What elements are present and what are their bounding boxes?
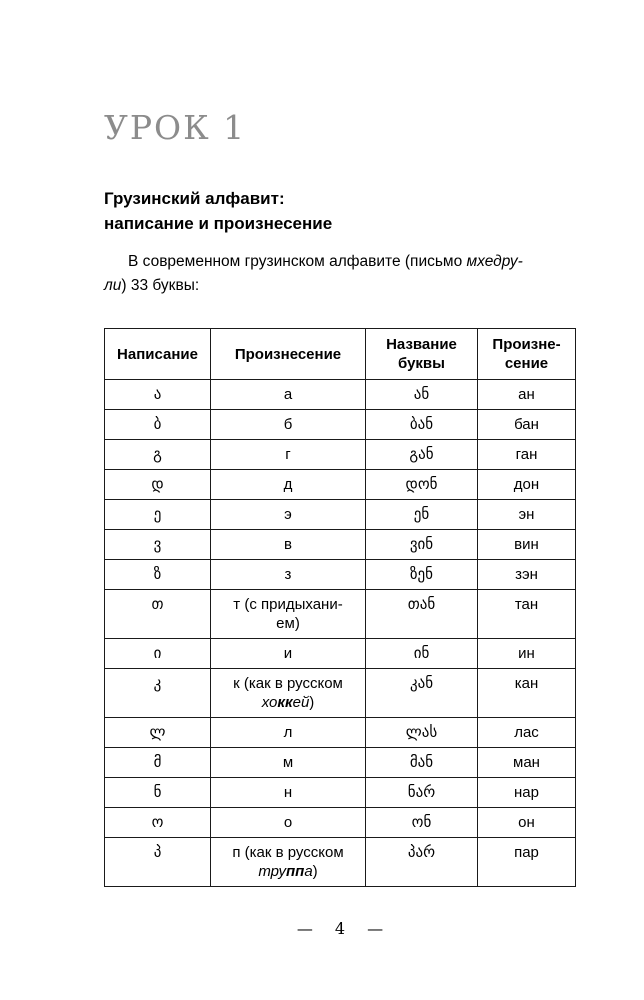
- section-heading-line2: написание и произнесение: [104, 214, 333, 234]
- glyph-cell: ვ: [105, 530, 211, 560]
- transcription-cell: бан: [478, 410, 576, 440]
- header-transcription: [478, 329, 576, 380]
- letter-name-cell: პარ: [366, 838, 478, 887]
- table-row: [105, 410, 576, 440]
- glyph-cell: მ: [105, 748, 211, 778]
- pron-example-word-end: ей: [292, 694, 310, 712]
- intro-text: В современном грузинском алфавите (письмо: [128, 253, 467, 271]
- transcription-cell: ман: [478, 748, 576, 778]
- glyph-cell: ო: [105, 808, 211, 838]
- transcription-cell: пар: [478, 838, 576, 887]
- intro-paragraph: [104, 250, 576, 298]
- glyph-cell: ზ: [105, 560, 211, 590]
- header-letter-name: [366, 329, 478, 380]
- pron-example-word: хо: [261, 694, 278, 712]
- pronunciation-cell: [211, 838, 366, 887]
- pron-example-word-end: а: [304, 863, 313, 881]
- table-row: [105, 748, 576, 778]
- table-row: [105, 639, 576, 669]
- table-row: [105, 530, 576, 560]
- letter-name-cell: დონ: [366, 470, 478, 500]
- pron-example-word: тру: [258, 863, 286, 881]
- glyph-cell: ნ: [105, 778, 211, 808]
- letter-name-cell: ნარ: [366, 778, 478, 808]
- table-row: [105, 470, 576, 500]
- pronunciation-cell: а: [211, 380, 366, 410]
- pronunciation-cell: о: [211, 808, 366, 838]
- letter-name-cell: კან: [366, 669, 478, 718]
- lesson-title: УРОК 1: [104, 108, 247, 147]
- letter-name-cell: ენ: [366, 500, 478, 530]
- header-writing: Написание: [105, 329, 211, 380]
- glyph-cell: დ: [105, 470, 211, 500]
- footer-dash-left: —: [296, 919, 313, 939]
- section-heading-line1: Грузинский алфавит:: [104, 189, 285, 209]
- transcription-cell: он: [478, 808, 576, 838]
- transcription-cell: вин: [478, 530, 576, 560]
- letter-name-cell: ან: [366, 380, 478, 410]
- pron-line: т (с придыхани-: [233, 596, 343, 614]
- glyph-cell: ე: [105, 500, 211, 530]
- page-footer: [104, 919, 576, 938]
- pron-close-paren: ): [309, 694, 315, 712]
- intro-italic-term: мхедру-: [466, 253, 523, 271]
- letter-name-cell: გან: [366, 440, 478, 470]
- table-row: [105, 500, 576, 530]
- letter-name-cell: ვინ: [366, 530, 478, 560]
- letter-name-cell: ონ: [366, 808, 478, 838]
- table-row: [105, 808, 576, 838]
- glyph-cell: კ: [105, 669, 211, 718]
- transcription-cell: лас: [478, 718, 576, 748]
- section-heading: [104, 186, 576, 236]
- pron-line: п (как в русском: [232, 844, 344, 862]
- pronunciation-cell: и: [211, 639, 366, 669]
- pronunciation-cell: э: [211, 500, 366, 530]
- header-row: [105, 329, 576, 380]
- transcription-cell: нар: [478, 778, 576, 808]
- pron-example-emphasis: пп: [286, 863, 305, 881]
- transcription-cell: зэн: [478, 560, 576, 590]
- header-pronunciation: Произнесение: [211, 329, 366, 380]
- header-letter-name-line2: буквы: [398, 355, 445, 373]
- intro-text-end: ) 33 буквы:: [121, 277, 200, 295]
- page-number: 4: [334, 919, 346, 939]
- transcription-cell: кан: [478, 669, 576, 718]
- letter-name-cell: ინ: [366, 639, 478, 669]
- header-letter-name-line1: Название: [386, 336, 457, 354]
- pronunciation-cell: [211, 669, 366, 718]
- transcription-cell: ин: [478, 639, 576, 669]
- table-row: [105, 560, 576, 590]
- glyph-cell: ა: [105, 380, 211, 410]
- footer-dash-right: —: [367, 919, 384, 939]
- letter-name-cell: მან: [366, 748, 478, 778]
- table-row: [105, 440, 576, 470]
- alphabet-table: [104, 328, 576, 887]
- glyph-cell: პ: [105, 838, 211, 887]
- table-row: [105, 718, 576, 748]
- pronunciation-cell: [211, 590, 366, 639]
- glyph-cell: ბ: [105, 410, 211, 440]
- pron-line: к (как в русском: [233, 675, 343, 693]
- table-row: [105, 669, 576, 718]
- pronunciation-cell: н: [211, 778, 366, 808]
- pronunciation-cell: в: [211, 530, 366, 560]
- pronunciation-cell: л: [211, 718, 366, 748]
- table-row: [105, 590, 576, 639]
- transcription-cell: тан: [478, 590, 576, 639]
- transcription-cell: дон: [478, 470, 576, 500]
- table-row: [105, 778, 576, 808]
- glyph-cell: თ: [105, 590, 211, 639]
- letter-name-cell: თან: [366, 590, 478, 639]
- intro-italic-term-continued: ли: [104, 277, 122, 295]
- pron-line: ем): [276, 615, 300, 633]
- transcription-cell: ан: [478, 380, 576, 410]
- table-body: [105, 380, 576, 887]
- letter-name-cell: ზენ: [366, 560, 478, 590]
- page-content: [104, 0, 576, 938]
- pronunciation-cell: з: [211, 560, 366, 590]
- letter-name-cell: ბან: [366, 410, 478, 440]
- pronunciation-cell: д: [211, 470, 366, 500]
- transcription-cell: ган: [478, 440, 576, 470]
- header-transcription-line1: Произне-: [492, 336, 561, 354]
- pronunciation-cell: б: [211, 410, 366, 440]
- pron-close-paren: ): [312, 863, 318, 881]
- table-row: [105, 838, 576, 887]
- letter-name-cell: ლას: [366, 718, 478, 748]
- transcription-cell: эн: [478, 500, 576, 530]
- glyph-cell: გ: [105, 440, 211, 470]
- pronunciation-cell: г: [211, 440, 366, 470]
- glyph-cell: ლ: [105, 718, 211, 748]
- table-row: [105, 380, 576, 410]
- pron-example-emphasis: кк: [277, 694, 293, 712]
- glyph-cell: ი: [105, 639, 211, 669]
- pronunciation-cell: м: [211, 748, 366, 778]
- table-header: [105, 329, 576, 380]
- header-transcription-line2: сение: [504, 355, 549, 373]
